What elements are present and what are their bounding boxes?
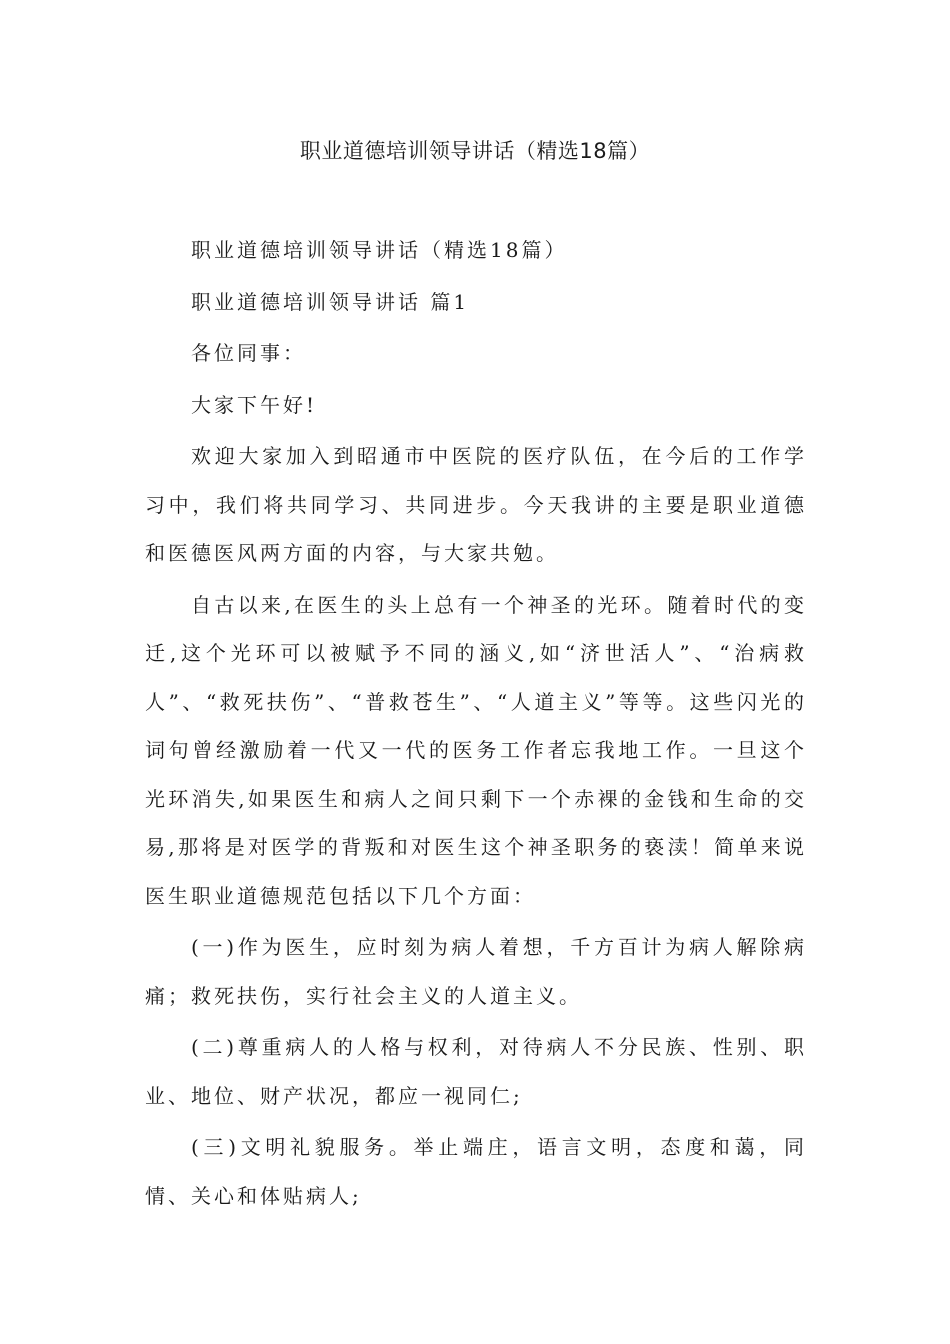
paragraph-salutation: 各位同事： xyxy=(191,341,306,365)
document-body xyxy=(145,226,807,1223)
paragraph-halo: 自古以来,在医生的头上总有一个神圣的光环。随着时代的变迁,这个光环可以被赋予不同的涵义,如“济世活人”、“治病救人”、“救死扶伤”、“普救苍生”、“人道主义”等等。这些闪光的词句曾经激励着一代又一代的医务工作者忘我地工作。一旦这个光环消失,如果医生和病人之间只剩下一个赤裸的金钱和生命的交易,那将是对医学的背叛和对医生这个神圣职务的亵渎！简单来说医生职业道德规范包括以下几个方面： xyxy=(145,592,807,908)
paragraph-section-heading: 职业道德培训领导讲话 篇1 xyxy=(191,289,470,314)
paragraph-item-1: (一)作为医生，应时刻为病人着想，千方百计为病人解除病痛；救死扶伤，实行社会主义的人道主义。 xyxy=(145,935,807,1008)
paragraph-item-3: (三)文明礼貌服务。举止端庄，语言文明，态度和蔼，同情、关心和体贴病人; xyxy=(145,1135,807,1208)
paragraph-subtitle: 职业道德培训领导讲话（精选18篇） xyxy=(191,238,568,262)
paragraph-item-2: (二)尊重病人的人格与权利，对待病人不分民族、性别、职业、地位、财产状况，都应一视同仁; xyxy=(145,1035,807,1108)
document-title: 职业道德培训领导讲话（精选18篇） xyxy=(299,139,651,163)
paragraph-greeting: 大家下午好! xyxy=(191,392,318,417)
paragraph-welcome: 欢迎大家加入到昭通市中医院的医疗队伍，在今后的工作学习中，我们将共同学习、共同进步。今天我讲的主要是职业道德和医德医风两方面的内容，与大家共勉。 xyxy=(145,444,807,565)
